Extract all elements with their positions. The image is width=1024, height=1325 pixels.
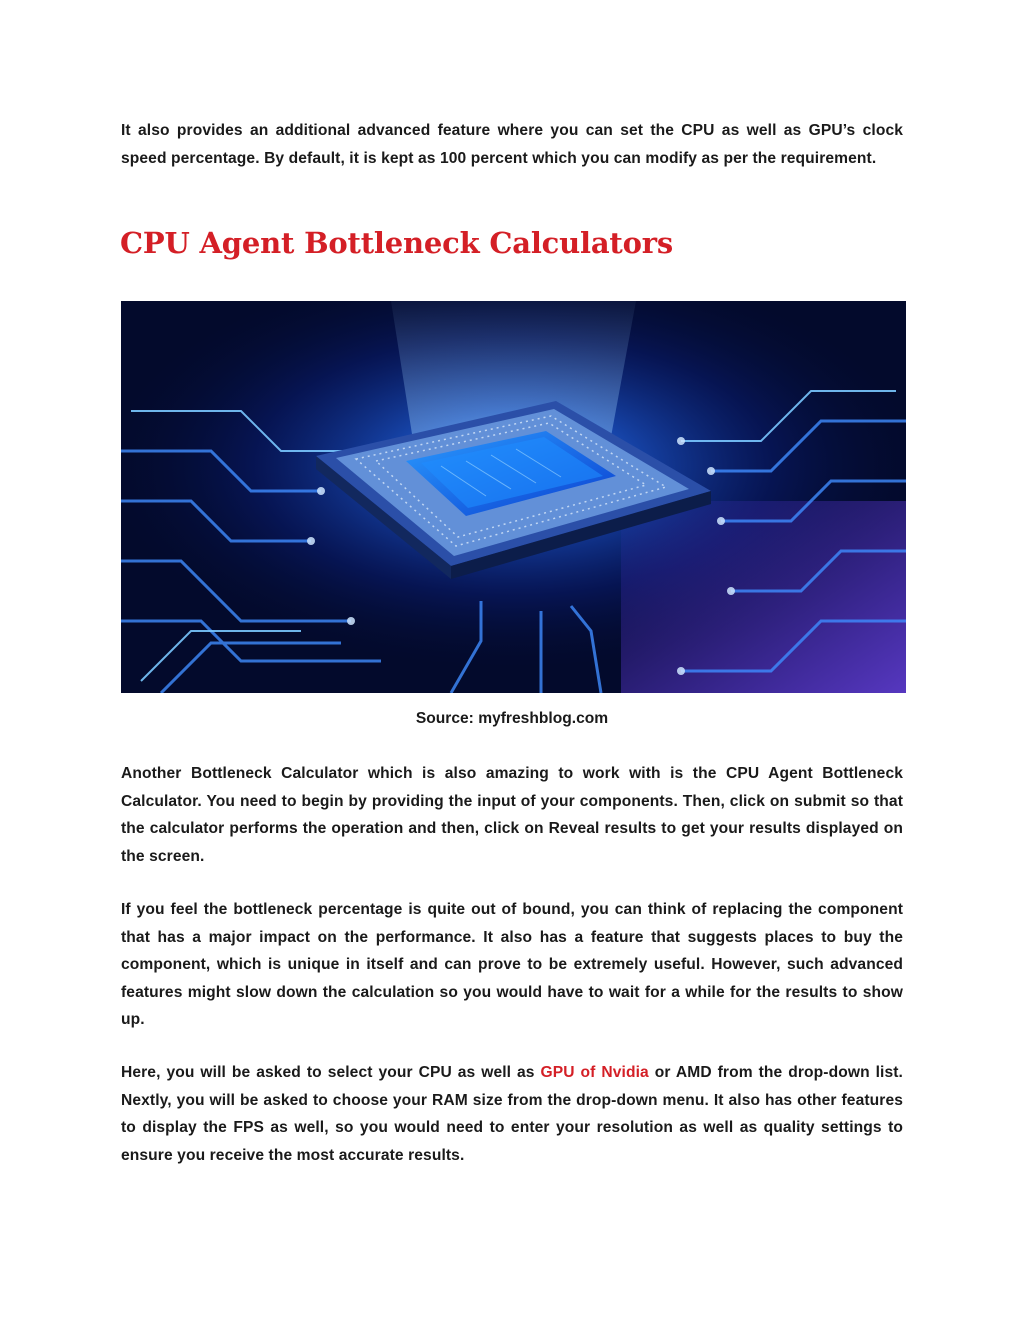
gpu-nvidia-link[interactable]: GPU of Nvidia [540,1064,649,1081]
image-caption: Source: myfreshblog.com [415,710,609,727]
intro-paragraph: It also provides an additional advanced feature where you can set the CPU as well as GPU’s clock speed percentage. By default, it is kept as 100 percent which you can modify as per the requirement. [121,122,903,167]
paragraph-bottleneck: If you feel the bottleneck percentage is quite out of bound, you can think of replacing the component that has a major impact on the performance. It also has a feature that suggests places to buy the component, which is unique in itself and can prove to be extremely useful. However, such advanced features might slow down the calculation so you would have to wait for a while for the results to show up. [121,901,903,1029]
section-heading: CPU Agent Bottleneck Calculators [120,226,673,260]
paragraph-selection [121,1059,903,1169]
paragraph-selection-end: or AMD from the drop-down list. Nextly, you will be asked to choose your RAM size from the drop-down menu. It also has other features to display the FPS as well, so you would need to enter your resolution as well as quality settings to ensure you receive the most accurate results. [121,1064,903,1164]
cpu-chip-image [121,301,906,693]
paragraph-selection-start: Here, you will be asked to select your CPU as well as [121,1064,541,1081]
paragraph-cpu-agent: Another Bottleneck Calculator which is also amazing to work with is the CPU Agent Bottleneck Calculator. You need to begin by providing the input of your components. Then, click on submit so that the calculator performs the operation and then, click on Reveal results to get your results displayed on the screen. [121,765,903,865]
